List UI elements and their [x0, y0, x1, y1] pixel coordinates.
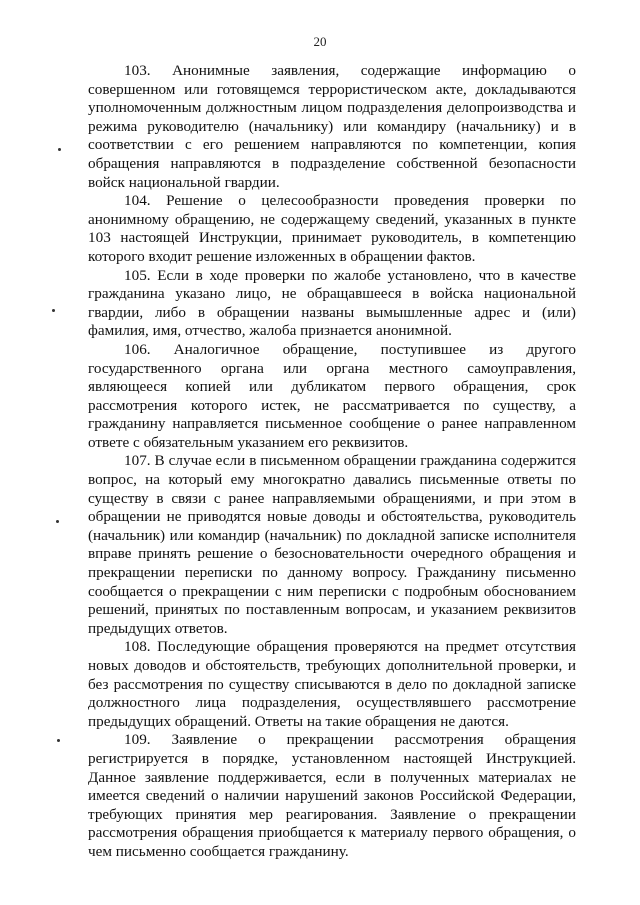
paragraph-107: 107. В случае если в письменном обращении гражданина содержится вопрос, на который ему многократно давались письменные ответы по существу в связи с ранее направляемыми обращениями, и при этом в обращении не приводятся новые доводы и обстоятельства, руководитель (начальник) или командир (начальник) по докладной записке исполнителя вправе принять решение о безосновательности очередного обращения и прекращении переписки по данному вопросу. Гражданину письменно сообщается о прекращении с ним переписки с подробным обоснованием решений, принятых по поставленным вопросам, и указанием реквизитов предыдущих ответов. [88, 452, 576, 637]
page-number: 20 [313, 34, 327, 49]
paragraph-103: 103. Анонимные заявления, содержащие информацию о совершенном или готовящемся террористическом акте, докладываются уполномоченным должностным лицом подразделения делопроизводства и режима руководителю (начальнику) или командиру (начальнику) и в соответствии с его решением направляются по компетенции, копия обращения направляются в подразделение собственной безопасности войск национальной гвардии. [88, 62, 576, 191]
paragraph-105: 105. Если в ходе проверки по жалобе установлено, что в качестве гражданина указано лицо, не обращавшееся в войска национальной гвардии, либо в обращении названы вымышленные адрес и (или) фамилия, имя, отчество, жалоба признается анонимной. [88, 266, 576, 340]
paragraph-104: 104. Решение о целесообразности проведения проверки по анонимному обращению, не содержащему сведений, указанных в пункте 103 настоящей Инструкции, принимает руководитель, в компетенцию которого входит решение изложенных в обращении фактов. [88, 192, 576, 265]
scan-speck [56, 520, 59, 523]
document-body [88, 62, 576, 862]
scan-speck [52, 309, 55, 312]
paragraph-108: 108. Последующие обращения проверяются на предмет отсутствия новых доводов и обстоятельств, требующих дополнительной проверки, и без рассмотрения по существу списываются в дело по докладной записке должностного лица подразделения, осуществлявшего рассмотрение предыдущих обращений. Ответы на такие обращения не даются. [88, 638, 576, 730]
scan-speck [58, 148, 61, 151]
scan-speck [57, 739, 60, 742]
paragraph-109: 109. Заявление о прекращении рассмотрения обращения регистрируется в порядке, установленном настоящей Инструкцией. Данное заявление поддерживается, если в полученных материалах не имеется сведений о наличии нарушений законов Российской Федерации, требующих принятия мер реагирования. Заявление о прекращении рассмотрения обращения приобщается к материалу первого обращения, о чем письменно сообщается гражданину. [88, 731, 576, 860]
paragraph-106: 106. Аналогичное обращение, поступившее из другого государственного органа или органа местного самоуправления, являющееся копией или дубликатом первого обращения, срок рассмотрения которого истек, не рассматривается по существу, а гражданину направляется письменное сообщение о ранее направленном ответе с обязательным указанием его реквизитов. [88, 340, 576, 451]
